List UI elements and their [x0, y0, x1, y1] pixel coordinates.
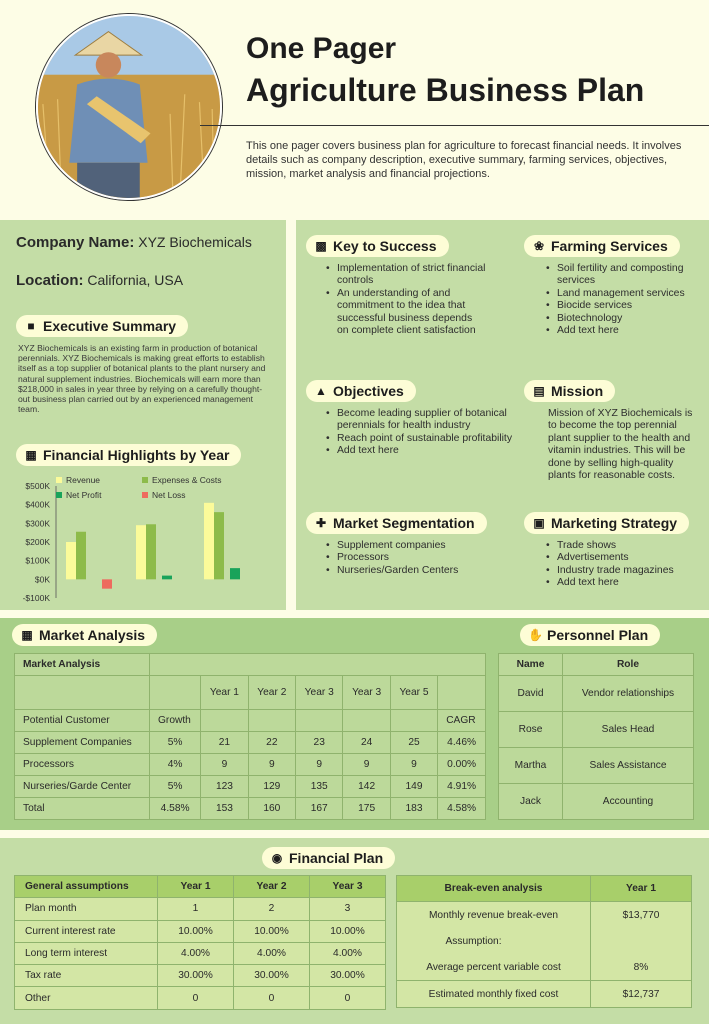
year-header: Year 1 — [201, 676, 248, 710]
table-row — [15, 965, 386, 987]
legend-swatch — [142, 492, 148, 498]
executive-summary-title: Executive Summary — [43, 318, 177, 334]
year-header: Year 3 — [343, 676, 390, 710]
table-cell: 4.00% — [234, 942, 310, 964]
table-cell — [150, 676, 201, 710]
table-cell — [438, 676, 486, 710]
table-cell — [15, 676, 150, 710]
table-row — [15, 920, 386, 942]
break-even-table — [396, 875, 692, 1008]
market-segmentation-list — [326, 540, 516, 577]
row-label: Supplement Companies — [15, 732, 150, 754]
table-cell: 0 — [310, 987, 386, 1009]
bar-revenue — [204, 503, 214, 580]
objectives-title: Objectives — [333, 383, 404, 399]
person-name: Jack — [499, 784, 563, 820]
table-row — [15, 710, 486, 732]
intro-text: This one pager covers business plan for agriculture to forecast financial needs. It involves details such as company description, executive summary, farming services, objectives, mission, market analysis and financial projections. — [246, 140, 682, 180]
chart-svg — [0, 472, 286, 607]
table-cell: 5% — [150, 776, 201, 798]
table-cell — [201, 710, 248, 732]
bar-expenses — [76, 532, 86, 580]
assumption-label: Assumption: — [397, 929, 591, 955]
y-tick-label: $200K — [25, 537, 50, 547]
table-cell: 9 — [296, 754, 343, 776]
bar-expenses — [214, 512, 224, 579]
name-header: Name — [499, 654, 563, 676]
table-row — [397, 955, 692, 981]
table-cell: 8% — [591, 955, 692, 981]
farmer-illustration — [38, 16, 220, 198]
table-cell: 22 — [248, 732, 295, 754]
row-label: Other — [15, 987, 158, 1009]
key-to-success-title: Key to Success — [333, 238, 437, 254]
table-row — [15, 754, 486, 776]
row-label: Plan month — [15, 898, 158, 920]
table-cell: 5% — [150, 732, 201, 754]
executive-summary-heading — [16, 315, 188, 337]
list-item: • Land management services — [546, 288, 696, 300]
person-name: Martha — [499, 748, 563, 784]
financial-highlights-chart — [0, 472, 286, 607]
table-cell: 10.00% — [234, 920, 310, 942]
y-tick-label: $100K — [25, 555, 50, 566]
table-row — [15, 898, 386, 920]
table-cell: 4.00% — [310, 942, 386, 964]
table-cell: 142 — [343, 776, 390, 798]
table-cell: 10.00% — [310, 920, 386, 942]
table-cell — [390, 710, 437, 732]
personnel-plan-title: Personnel Plan — [547, 627, 649, 643]
bar-revenue — [66, 542, 76, 579]
table-cell: 9 — [248, 754, 295, 776]
table-cell: 153 — [201, 798, 248, 820]
objectives-heading — [306, 380, 416, 402]
table-cell: 167 — [296, 798, 343, 820]
year-header: Year 2 — [234, 876, 310, 898]
mission-heading — [524, 380, 615, 402]
bar-revenue — [136, 525, 146, 579]
table-cell: 4.91% — [438, 776, 486, 798]
table-cell: 9 — [201, 754, 248, 776]
legend-swatch — [142, 477, 148, 483]
legend-label: Net Loss — [152, 490, 186, 500]
financial-highlights-heading — [16, 444, 241, 466]
table-row — [15, 987, 386, 1009]
table-cell: 129 — [248, 776, 295, 798]
table-cell: 4.58% — [150, 798, 201, 820]
table-cell: 135 — [296, 776, 343, 798]
market-segmentation-title: Market Segmentation — [333, 515, 475, 531]
table-cell — [343, 710, 390, 732]
table-cell: 0 — [234, 987, 310, 1009]
table-cell: 175 — [343, 798, 390, 820]
list-item: • Nurseries/Garden Centers — [326, 565, 516, 577]
table-cell: 21 — [201, 732, 248, 754]
bar-net-loss — [102, 579, 112, 588]
year-header: Year 1 — [591, 876, 692, 902]
row-label: Processors — [15, 754, 150, 776]
location-value: California, USA — [87, 272, 184, 288]
marketing-strategy-heading — [524, 512, 689, 534]
location — [16, 272, 183, 289]
list-item: • An understanding of and commitment to the idea that successful business depends on complete client satisfaction — [326, 288, 486, 338]
list-item: • Implementation of strict financial controls — [326, 263, 486, 288]
executive-summary-text: XYZ Biochemicals is an existing farm in production of botanical perennials. XYZ Biochemicals is making great efforts to establish itself as a top supplier of botanical plants to the plant nursery and natural supplement industries. Biochemicals will earn more than $218,000 in sales in year three by relying on a carefully thought-out business plan carried out by an experienced management team. — [18, 343, 266, 415]
table-cell: 9 — [343, 754, 390, 776]
farming-services-list — [546, 263, 696, 337]
company-panel — [0, 220, 286, 610]
list-item: • Become leading supplier of botanical perennials for health industry — [326, 408, 516, 433]
company-name — [16, 234, 252, 251]
list-item: • Soil fertility and composting services — [546, 263, 696, 288]
plant-hand-icon: ❀ — [533, 239, 545, 253]
person-role: Accounting — [563, 784, 694, 820]
table-cell: 123 — [201, 776, 248, 798]
table-cell: 2 — [234, 898, 310, 920]
bar-chart-icon: ▩ — [315, 239, 327, 253]
table-cell: 1 — [158, 898, 234, 920]
table-cell: 0.00% — [438, 754, 486, 776]
title-divider — [200, 125, 709, 126]
table-row — [15, 732, 486, 754]
key-to-success-list — [326, 263, 486, 337]
table-row — [499, 712, 694, 748]
marketing-strategy-list — [546, 540, 696, 590]
table-row — [499, 654, 694, 676]
list-item: • Trade shows — [546, 540, 696, 552]
legend-swatch — [56, 492, 62, 498]
y-tick-label: $0K — [34, 574, 50, 585]
plan-details-panel — [296, 220, 709, 610]
list-item: • Processors — [326, 552, 516, 564]
person-name: Rose — [499, 712, 563, 748]
table-row — [397, 981, 692, 1008]
row-label: Total — [15, 798, 150, 820]
key-to-success-heading — [306, 235, 449, 257]
table-cell: 24 — [343, 732, 390, 754]
handshake-icon: ✋ — [528, 628, 543, 642]
table-row — [15, 776, 486, 798]
row-label: Tax rate — [15, 965, 158, 987]
table-cell — [248, 710, 295, 732]
table-row — [397, 929, 692, 955]
farmer-photo — [36, 14, 222, 200]
puzzle-icon: ✚ — [315, 516, 327, 530]
mountain-flag-icon: ▲ — [315, 384, 327, 398]
break-even-header: Break-even analysis — [397, 876, 591, 902]
table-cell: 30.00% — [158, 965, 234, 987]
document-icon: ■ — [27, 319, 35, 333]
table-row — [499, 676, 694, 712]
row-label: Current interest rate — [15, 920, 158, 942]
notebook-icon: ▣ — [533, 516, 545, 530]
potential-customer-label: Potential Customer — [15, 710, 150, 732]
market-analysis-section — [0, 618, 709, 830]
table-cell: 4.00% — [158, 942, 234, 964]
person-role: Sales Head — [563, 712, 694, 748]
general-assumptions-table — [14, 875, 386, 1010]
bar-net-profit — [230, 568, 240, 579]
person-role: Sales Assistance — [563, 748, 694, 784]
table-cell: 4.58% — [438, 798, 486, 820]
list-item: • Add text here — [326, 445, 516, 457]
financial-plan-title: Financial Plan — [289, 850, 384, 866]
farming-services-heading — [524, 235, 680, 257]
table-cell — [591, 929, 692, 955]
role-header: Role — [563, 654, 694, 676]
table-row — [15, 654, 486, 676]
header — [0, 0, 709, 220]
list-item: • Advertisements — [546, 552, 696, 564]
ledger-icon: ▦ — [25, 448, 37, 462]
table-cell: 30.00% — [234, 965, 310, 987]
personnel-plan-heading — [520, 624, 660, 646]
table-cell: 4.46% — [438, 732, 486, 754]
table-cell: 3 — [310, 898, 386, 920]
table-row — [15, 942, 386, 964]
row-label: Nurseries/Garde Center — [15, 776, 150, 798]
market-analysis-heading — [12, 624, 157, 646]
person-role: Vendor relationships — [563, 676, 694, 712]
mission-title: Mission — [551, 383, 604, 399]
row-label: Monthly revenue break-even — [397, 902, 591, 929]
year-header: Year 5 — [390, 676, 437, 710]
title-line-1: One Pager — [246, 32, 397, 65]
year-header: Year 3 — [296, 676, 343, 710]
year-header: Year 1 — [158, 876, 234, 898]
chart-board-icon: ▤ — [533, 384, 545, 398]
table-cell: 4% — [150, 754, 201, 776]
company-name-value: XYZ Biochemicals — [138, 234, 252, 250]
table-cell — [150, 654, 486, 676]
cagr-label: CAGR — [438, 710, 486, 732]
y-tick-label: $300K — [25, 518, 50, 529]
table-row — [499, 784, 694, 820]
marketing-strategy-title: Marketing Strategy — [551, 515, 678, 531]
year-header: Year 2 — [248, 676, 295, 710]
table-row — [15, 876, 386, 898]
list-item: • Add text here — [546, 325, 696, 337]
table-cell: $12,737 — [591, 981, 692, 1008]
table-row — [15, 676, 486, 710]
bar-net-profit — [162, 576, 172, 580]
financial-plan-section — [0, 838, 709, 1024]
list-item: • Supplement companies — [326, 540, 516, 552]
market-analysis-table — [14, 653, 486, 820]
legend-label: Revenue — [66, 475, 101, 485]
table-cell: 30.00% — [310, 965, 386, 987]
market-analysis-title: Market Analysis — [39, 627, 146, 643]
financial-plan-heading — [262, 847, 395, 869]
table-cell: 183 — [390, 798, 437, 820]
y-tick-label: $400K — [25, 499, 50, 510]
mission-text: Mission of XYZ Biochemicals is to become the top perennial plant supplier to the health and vitamin industries. This will be done by selling high-quality plants for reasonable costs. — [548, 408, 693, 482]
storefront-icon: ▦ — [21, 628, 33, 642]
location-label: Location: — [16, 272, 84, 289]
y-tick-label: -$100K — [22, 593, 50, 603]
person-name: David — [499, 676, 563, 712]
list-item: • Industry trade magazines — [546, 565, 696, 577]
assumptions-header: General assumptions — [15, 876, 158, 898]
farming-services-title: Farming Services — [551, 238, 668, 254]
legend-swatch — [56, 477, 62, 483]
table-row — [397, 902, 692, 929]
row-label: Average percent variable cost — [397, 955, 591, 981]
table-cell: 160 — [248, 798, 295, 820]
table-cell — [296, 710, 343, 732]
row-label: Long term interest — [15, 942, 158, 964]
growth-label: Growth — [150, 710, 201, 732]
year-header: Year 3 — [310, 876, 386, 898]
table-cell: 10.00% — [158, 920, 234, 942]
financial-highlights-title: Financial Highlights by Year — [43, 447, 230, 463]
list-item: • Biocide services — [546, 300, 696, 312]
objectives-list — [326, 408, 516, 458]
bar-expenses — [146, 524, 156, 579]
legend-label: Net Profit — [66, 490, 102, 500]
table-cell: 9 — [390, 754, 437, 776]
legend-label: Expenses & Costs — [152, 475, 222, 485]
personnel-plan-table — [498, 653, 694, 820]
table-cell: $13,770 — [591, 902, 692, 929]
list-item: • Reach point of sustainable profitability — [326, 433, 516, 445]
y-tick-label: $500K — [25, 481, 50, 491]
money-bag-icon: ◉ — [271, 851, 283, 865]
table-row — [397, 876, 692, 902]
table-cell: 23 — [296, 732, 343, 754]
company-name-label: Company Name: — [16, 234, 135, 251]
table-title-cell: Market Analysis — [15, 654, 150, 676]
list-item: • Biotechnology — [546, 313, 696, 325]
title-line-2: Agriculture Business Plan — [246, 72, 645, 108]
table-row — [499, 748, 694, 784]
table-cell: 0 — [158, 987, 234, 1009]
table-cell: 25 — [390, 732, 437, 754]
row-label: Estimated monthly fixed cost — [397, 981, 591, 1008]
table-row — [15, 798, 486, 820]
table-cell: 149 — [390, 776, 437, 798]
list-item: • Add text here — [546, 577, 696, 589]
market-segmentation-heading — [306, 512, 487, 534]
